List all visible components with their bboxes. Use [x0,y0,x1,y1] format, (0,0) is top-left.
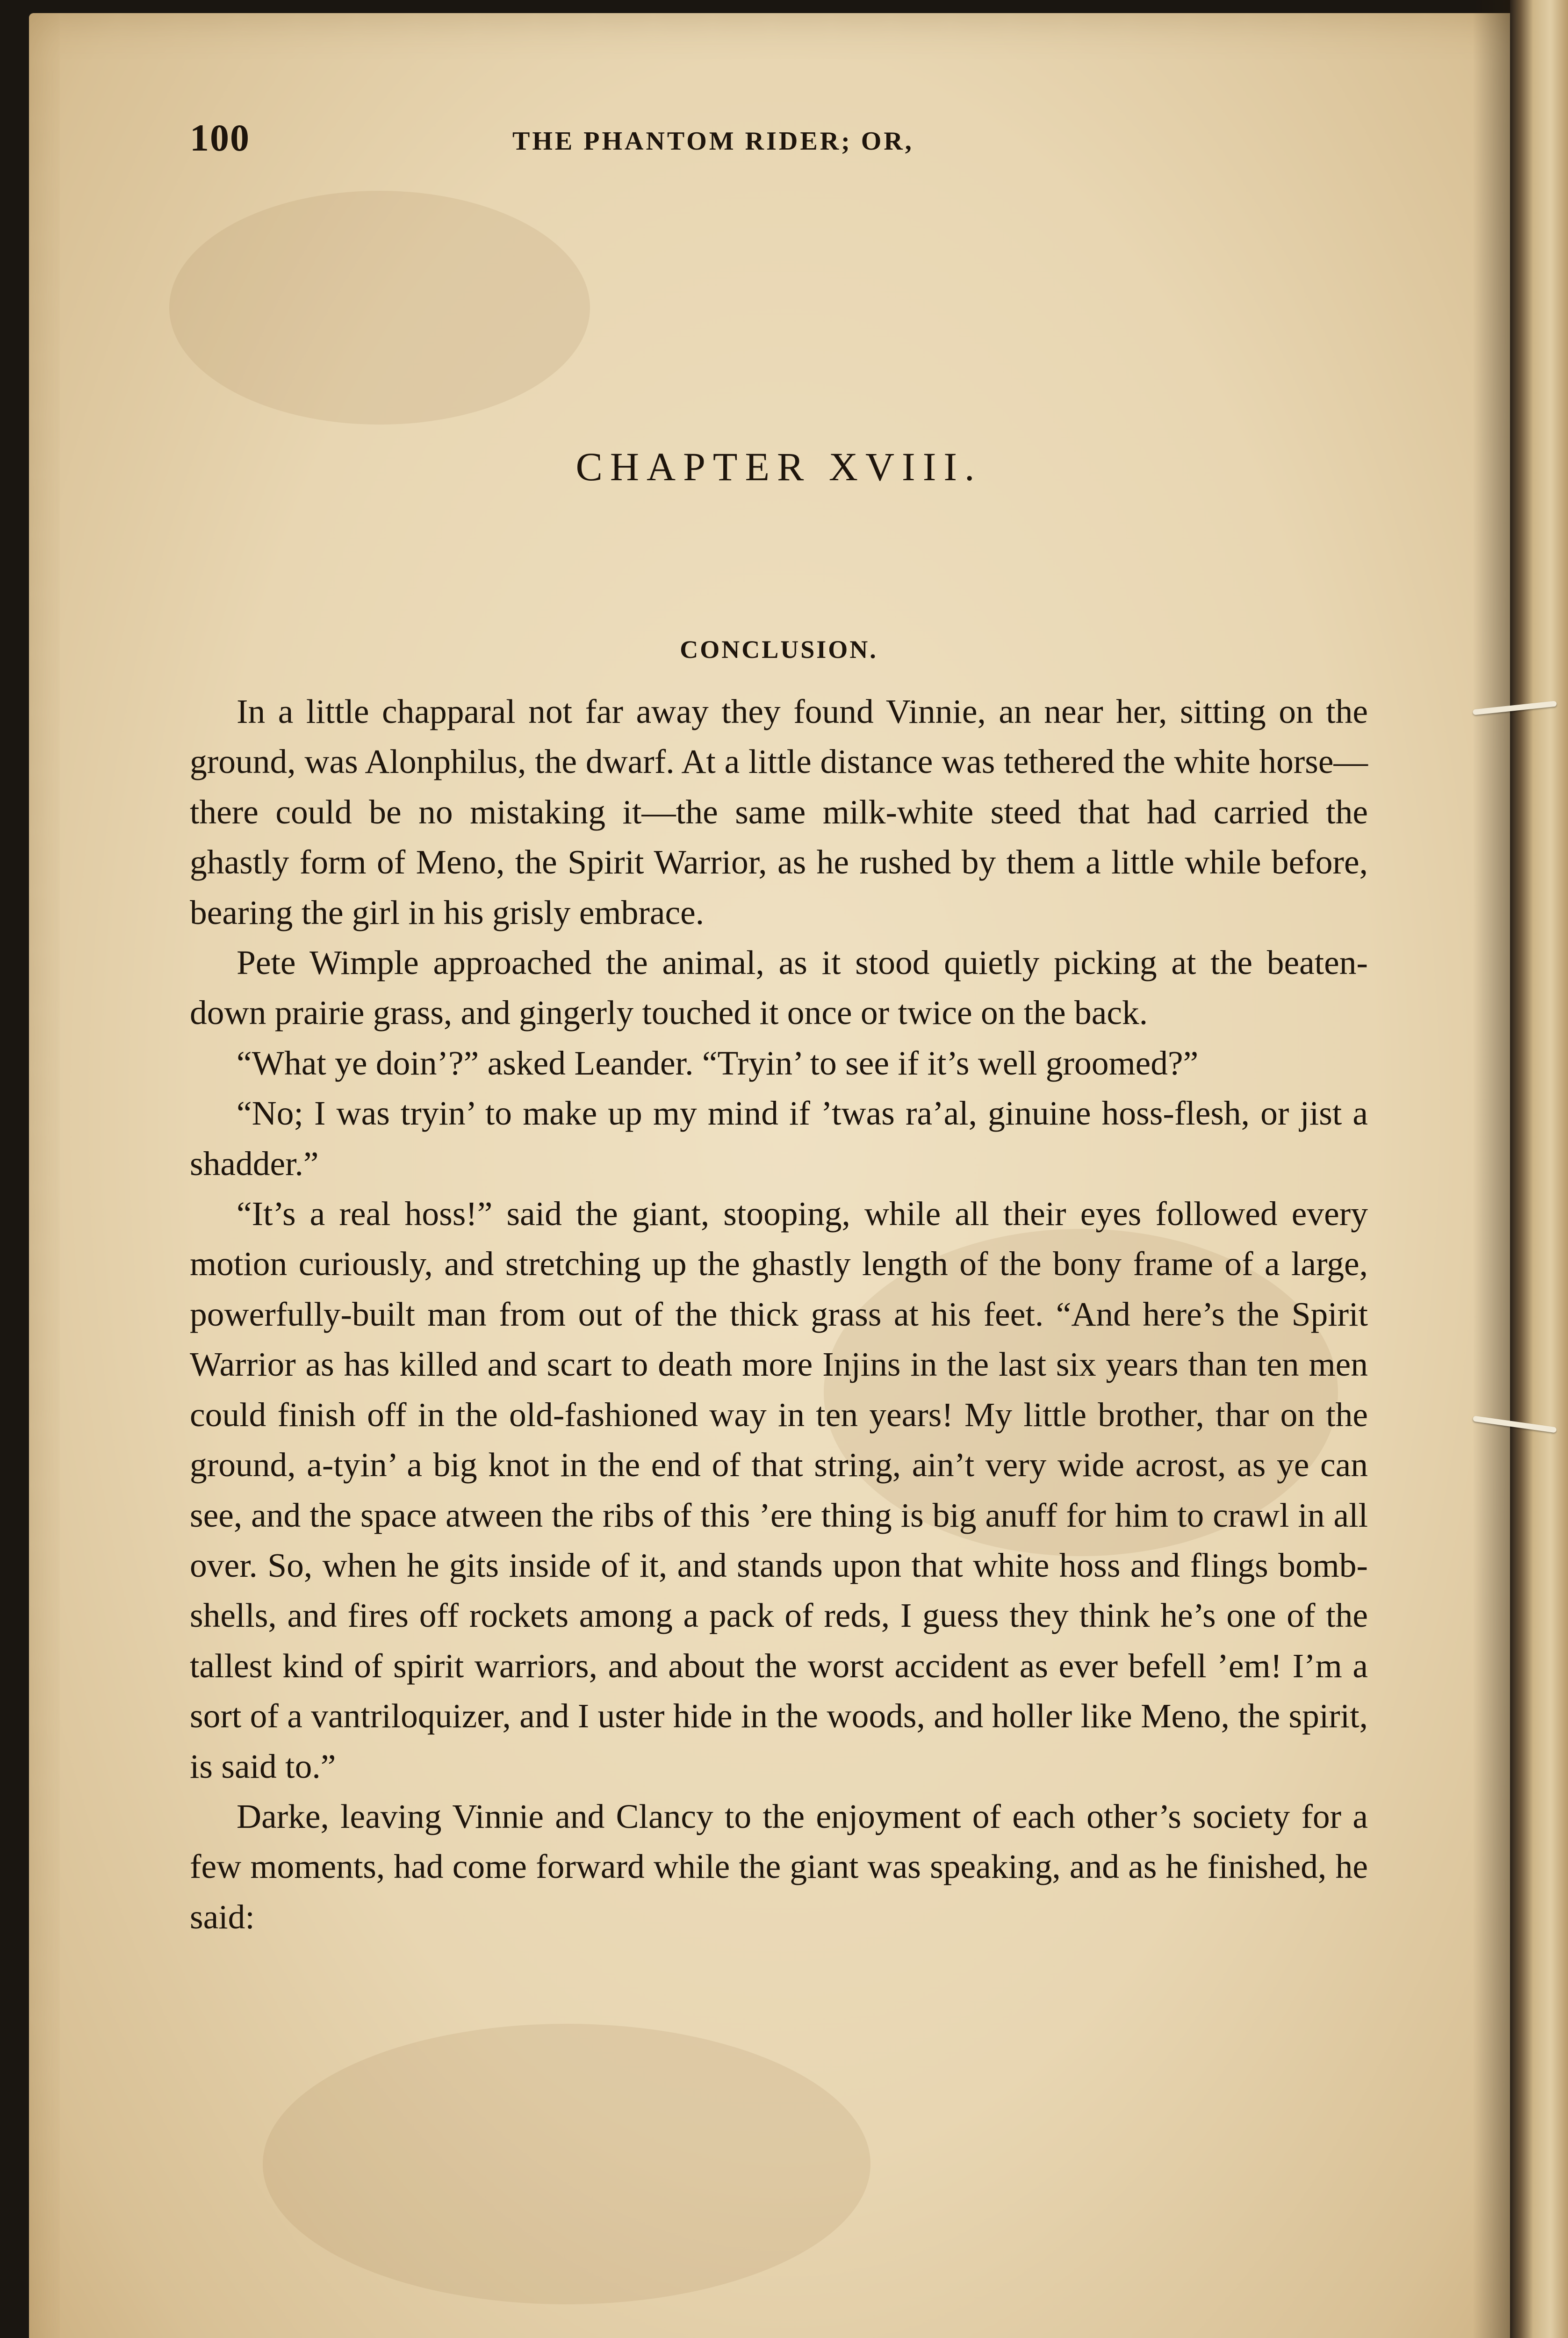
paragraph: Darke, leaving Vinnie and Clancy to the enjoyment of each other’s society for a few moments, had come forward while the giant was speaking, and as he finished, he said: [190,1797,1368,1936]
paragraph: “What ye doin’?” asked Leander. “Tryin’ to see if it’s well groomed?” [237,1044,1199,1082]
running-title: THE PHANTOM RIDER; OR, [512,127,914,156]
page-text-block [190,116,1368,1936]
paragraph: Pete Wimple approached the animal, as it stood quietly picking at the beaten-down prairie grass, and gingerly touched it once or twice on the back. [190,944,1368,1032]
paragraph: “It’s a real hoss!” said the giant, stooping, while all their eyes followed every motion curiously, and stretching up the ghastly length of the bony frame of a large, powerfully-built man from out of the thick grass at his feet. “And here’s the Spirit Warrior as has killed and scart to death more Injins in the last six years than ten men could finish off in the old-fashioned way in ten years! My little brother, thar on the ground, a-tyin’ a big knot in the end of that string, ain’t very wide acrost, as ye can see, and the space atween the ribs of this ’ere thing is big anuff for him to crawl in all over. So, when he gits inside of it, and stands upon that white hoss and flings bomb-shells, and fires off rockets among a pack of reds, I guess they think he’s one of the tallest kind of spirit warriors, and about the worst accident as ever befell ’em! I’m a sort of a vantriloquizer, and I uster hide in the woods, and holler like Meno, the spirit, is said to.” [190,1195,1368,1785]
running-head [190,116,1368,172]
paragraph: In a little chapparal not far away they found Vinnie, an near her, sitting on the ground, was Alonphilus, the dwarf. At a little distance was tethered the white horse—there could be no mistaking it—the same milk-white steed that had carried the ghastly form of Meno, the Spirit Warrior, as he rushed by them a little while before, bearing the girl in his grisly embrace. [190,693,1368,931]
page-number: 100 [190,116,250,159]
facing-page-edge [1510,0,1568,2338]
paragraph: “No; I was tryin’ to make up my mind if ’twas ra’al, ginuine hoss-flesh, or jist a shadder.” [190,1094,1368,1183]
paper-stain [169,191,590,425]
chapter-body [190,686,1368,1942]
paper-stain [263,2024,870,2304]
chapter-title: CHAPTER XVIII. [575,444,982,489]
gutter-shadow [1473,0,1515,2338]
chapter-subtitle: CONCLUSION. [680,635,878,664]
page-sheet [29,13,1539,2338]
